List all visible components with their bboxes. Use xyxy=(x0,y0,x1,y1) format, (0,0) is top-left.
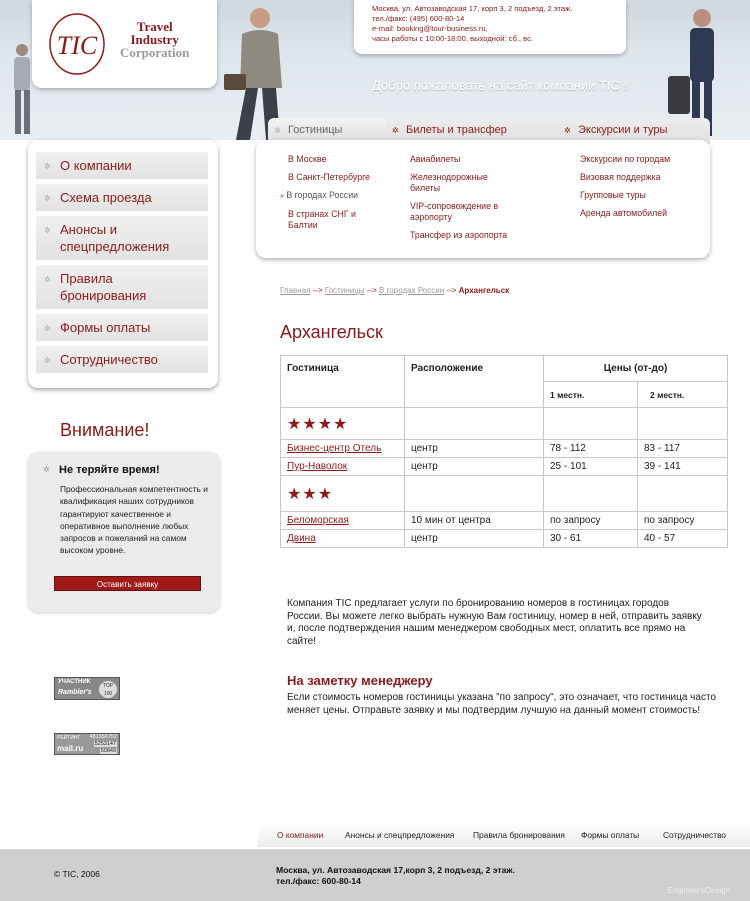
sidebar-item-booking-rules[interactable] xyxy=(36,265,208,309)
badge-counter-3: 50849 xyxy=(100,748,116,754)
hotel-location: 10 мин от центра xyxy=(405,512,544,530)
star-bullet-icon: ✲ xyxy=(564,126,571,135)
menu-item-spb[interactable]: В Санкт-Петербурге xyxy=(288,172,371,182)
table-group-row xyxy=(281,408,728,440)
rambler-top100-badge[interactable] xyxy=(54,677,120,700)
star-bullet-icon: ✲ xyxy=(44,226,51,235)
dropdown-column-tours xyxy=(580,154,700,226)
breadcrumb-separator: --> xyxy=(446,286,457,295)
menu-item-cis-baltic[interactable]: В странах СНГ и Балтии xyxy=(288,209,356,230)
table-row xyxy=(281,458,728,476)
sidebar-item-payment[interactable] xyxy=(36,314,208,341)
badge-caption: УЧАСТНИК xyxy=(58,679,91,685)
intro-text: Компания TIC предлагает услуги по бронированию номеров в гостиницах городов России. Вы можете легко выбрать нужную Вам гостиницу, номер в ней, отправить заявку и, после подтверждения нашим менеджером свободных мест, оплатить все прямо на сайте! xyxy=(287,598,702,647)
welcome-text: Добро пожаловать на сайт компании TIC ! xyxy=(372,78,628,93)
hotel-link[interactable]: Пур-Наволок xyxy=(287,461,348,472)
star-bullet-icon: ✲ xyxy=(44,194,51,203)
breadcrumb-hotels[interactable]: Гостиницы xyxy=(324,286,365,295)
tic-emblem-icon xyxy=(46,8,108,78)
menu-item-vip-escort[interactable]: VIP-сопровождение в аэропорту xyxy=(410,201,499,222)
sidebar-item-announcements[interactable] xyxy=(36,216,208,260)
three-star-rating: ★★★ xyxy=(281,476,405,512)
hotel-link[interactable]: Двина xyxy=(287,533,316,544)
column-header-single: 1 местн. xyxy=(544,382,638,408)
page-title: Архангельск xyxy=(280,322,383,342)
price-single: 30 - 61 xyxy=(544,530,638,548)
hotel-location: центр xyxy=(405,530,544,548)
hotel-link[interactable]: Бизнес-центр Отель xyxy=(287,443,382,454)
note-title: На заметку менеджеру xyxy=(287,673,433,688)
badge-top100: TOP 100 xyxy=(99,681,117,698)
notice-text: Профессиональная компетентность и квалификация наших сотрудников гарантируют качественное и оперативное выполнение любых запросов и пожеланий на самом высоком уровне. xyxy=(60,484,208,556)
column-header-double: 2 местн. xyxy=(638,382,728,408)
menu-item-rail-tickets[interactable]: Железнодорожные билеты xyxy=(410,172,488,193)
star-bullet-icon: ✲ xyxy=(44,356,51,365)
table-row xyxy=(281,530,728,548)
price-double: 39 - 141 xyxy=(638,458,728,476)
hotel-location: центр xyxy=(405,458,544,476)
badge-rambler-name: Rambler's xyxy=(58,689,92,696)
hotel-link[interactable]: Беломорская xyxy=(287,515,349,526)
badge-caption: РЕЙТИНГ xyxy=(57,735,81,741)
menu-item-city-tours[interactable]: Экскурсии по городам xyxy=(580,154,671,164)
menu-item-airport-transfer[interactable]: Трансфер из аэропорта xyxy=(410,230,508,240)
sidebar-item-about[interactable] xyxy=(36,152,208,179)
menu-item-car-rental[interactable]: Аренда автомобилей xyxy=(580,208,668,218)
designer-credit[interactable]: Engineer'sDesign xyxy=(667,886,730,895)
menu-item-moscow[interactable]: В Москве xyxy=(288,154,327,164)
price-double: по запросу xyxy=(638,512,728,530)
attention-heading: Внимание! xyxy=(60,420,150,440)
footer-phone: тел./факс: 600-80-14 xyxy=(276,876,361,886)
table-header-row xyxy=(281,356,728,382)
price-double: 83 - 117 xyxy=(638,440,728,458)
star-bullet-icon: ✲ xyxy=(44,324,51,333)
price-single: 25 - 101 xyxy=(544,458,638,476)
footer xyxy=(0,849,750,901)
emblem-text: TIC xyxy=(56,31,98,60)
bottom-nav xyxy=(258,823,750,847)
sidebar-item-label: Формы оплаты xyxy=(60,320,151,335)
brand-line-3: Corporation xyxy=(120,45,190,60)
submit-request-button[interactable]: Оставить заявку xyxy=(54,576,201,591)
menu-item-air-tickets[interactable]: Авиабилеты xyxy=(410,154,461,164)
brand-line-2: Industry xyxy=(130,32,179,47)
star-bullet-icon: ✲ xyxy=(274,126,281,135)
contact-address: Москва, ул. Автозаводская 17, корп 3, 2 подъезд, 2 этаж. xyxy=(372,4,573,13)
bottom-nav-about[interactable]: О компании xyxy=(277,830,324,840)
star-bullet-icon: ✲ xyxy=(44,275,51,284)
logo[interactable] xyxy=(32,0,217,88)
sidebar-item-label: Анонсы и спецпредложения xyxy=(60,222,170,254)
price-single: по запросу xyxy=(544,512,638,530)
star-bullet-icon: ✲ xyxy=(44,162,51,171)
note-text: Если стоимость номеров гостиницы указана "по запросу", это означает, что гостиница часто меняет цены. Отправьте заявку и мы подтвердим лучшую на данный момент стоимость! xyxy=(287,692,716,716)
sidebar-item-label: Схема проезда xyxy=(60,190,152,205)
sidebar-item-cooperation[interactable] xyxy=(36,346,208,373)
mailru-rating-badge[interactable] xyxy=(54,733,120,755)
footer-contacts xyxy=(276,865,515,887)
badge-counter-1: 481356752 xyxy=(89,734,117,740)
hotels-table xyxy=(280,355,728,548)
contact-email[interactable]: e-mail: booking@tour-business.ru, xyxy=(372,24,488,33)
notice-box xyxy=(28,452,220,612)
tab-label: Гостиницы xyxy=(288,124,343,136)
table-row xyxy=(281,512,728,530)
tab-label: Билеты и трансфер xyxy=(406,124,507,136)
star-bullet-icon: ✲ xyxy=(43,465,50,474)
menu-item-group-tours[interactable]: Групповые туры xyxy=(580,190,646,200)
bottom-nav-cooperation[interactable]: Сотрудничество xyxy=(663,830,727,840)
star-bullet-icon: ✲ xyxy=(392,126,399,135)
bottom-nav-payment[interactable]: Формы оплаты xyxy=(581,830,640,840)
tab-label: Экскурсии и туры xyxy=(578,124,668,136)
breadcrumb-separator: --> xyxy=(312,286,323,295)
brand-name xyxy=(120,20,189,59)
four-star-rating: ★★★★ xyxy=(281,408,405,440)
breadcrumb xyxy=(280,286,509,295)
footer-address: Москва, ул. Автозаводская 17,корп 3, 2 подъезд, 2 этаж. xyxy=(276,865,515,875)
column-header-prices: Цены (от-до) xyxy=(544,356,728,382)
menu-item-label: В городах России xyxy=(286,190,359,200)
breadcrumb-home[interactable]: Главная xyxy=(280,286,311,295)
menu-item-russia-cities[interactable] xyxy=(280,190,388,202)
badge-mailru-name: mail.ru xyxy=(57,744,84,753)
table-group-row xyxy=(281,476,728,512)
bottom-nav-announcements[interactable]: Анонсы и спецпредложения xyxy=(345,830,455,840)
sidebar-item-label: Правила бронирования xyxy=(60,271,147,303)
breadcrumb-separator: --> xyxy=(366,286,377,295)
contact-hours: часы работы с 10:00-18:00, выходной: сб., вс. xyxy=(372,34,534,43)
sidebar-item-label: О компании xyxy=(60,158,132,173)
contact-phone: тел./факс: (495) 600-80-14 xyxy=(372,14,465,23)
column-header-location: Расположение xyxy=(405,356,544,408)
menu-item-visa[interactable]: Визовая поддержка xyxy=(580,172,661,182)
sidebar-item-directions[interactable] xyxy=(36,184,208,211)
dropdown-column-hotels xyxy=(280,154,388,238)
column-header-hotel: Гостиница xyxy=(281,356,405,408)
price-single: 78 - 112 xyxy=(544,440,638,458)
price-double: 40 - 57 xyxy=(638,530,728,548)
brand-line-1: Travel xyxy=(136,19,173,34)
hotel-location: центр xyxy=(405,440,544,458)
dropdown-column-tickets xyxy=(410,154,520,248)
arrow-bullet-icon: » xyxy=(280,193,284,200)
bottom-nav-booking-rules[interactable]: Правила бронирования xyxy=(473,830,565,840)
tabs-dropdown-menu xyxy=(256,140,710,258)
notice-title: Не теряйте время! xyxy=(59,464,160,476)
breadcrumb-current: Архангельск xyxy=(458,286,510,295)
table-row xyxy=(281,440,728,458)
sidebar-item-label: Сотрудничество xyxy=(60,352,158,367)
sidebar-nav xyxy=(28,140,218,388)
badge-counter-2: 5253147 xyxy=(94,741,116,747)
contact-info xyxy=(354,0,626,54)
copyright: © TIC, 2006 xyxy=(54,869,100,879)
breadcrumb-russia-cities[interactable]: В городах России xyxy=(379,286,445,295)
